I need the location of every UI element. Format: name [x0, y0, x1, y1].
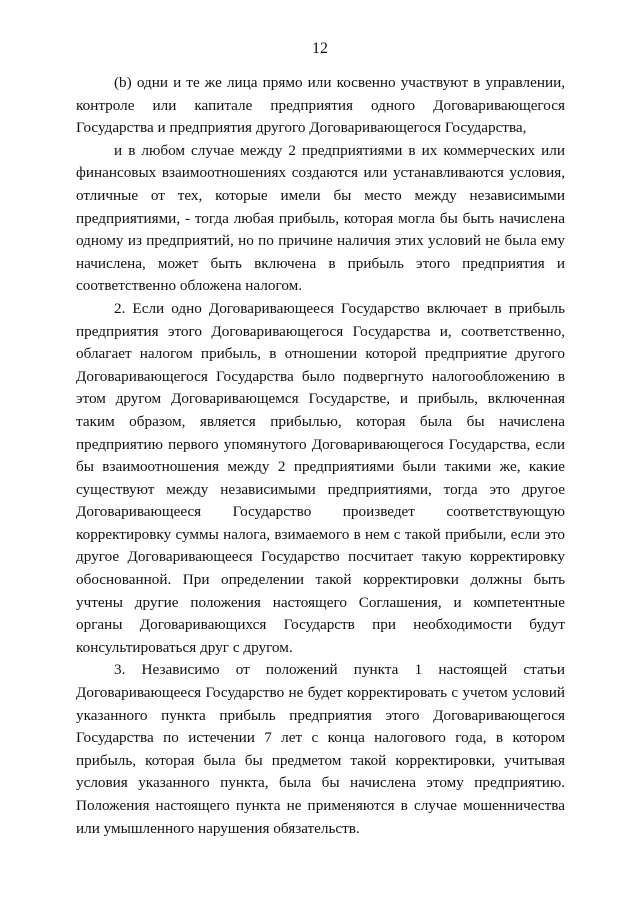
paragraph-point-3: 3. Независимо от положений пункта 1 настоящей статьи Договаривающееся Государство не будет корректировать с учетом условий указанного пункта прибыль предприятия этого Договаривающегося Государства по истечении 7 лет с конца налогового года, в котором прибыль, которая была бы предметом такой корректировки, учитывая условия указанного пункта, была бы начислена этому предприятию. Положения настоящего пункта не применяются в случае мошенничества или умышленного нарушения обязательств. [76, 661, 565, 837]
paragraph-profit-inclusion: и в любом случае между 2 предприятиями в их коммерческих или финансовых взаимоотношениях создаются или устанавливаются условия, отличные от тех, которые имели бы место между независимыми предприятиями, - тогда любая прибыль, которая могла бы быть начислена одному из предприятий, но по причине наличия этих условий не была ему начислена, может быть включена в прибыль этого предприятия и соответственно обложена налогом. [76, 141, 565, 295]
paragraph-point-2: 2. Если одно Договаривающееся Государство включает в прибыль предприятия этого Договаривающегося Государства и, соответственно, облагает налогом прибыль, в отношении которой предприятие другого Договаривающегося Государства было подвергнуто налогообложению в этом другом Договаривающемся Государстве, и прибыль, включенная таким образом, является прибылью, которая была бы начислена предприятию первого упомянутого Договаривающегося Государства, если бы взаимоотношения между 2 предприятиями были такими же, какие существуют между независимыми предприятиями, тогда это другое Договаривающееся Государство произведет соответствующую корректировку суммы налога, взимаемого в нем с такой прибыли, если это другое Договаривающееся Государство посчитает такую корректировку обоснованной. При определении такой корректировки должны быть учтены другие положения настоящего Соглашения, и компетентные органы Договаривающихся Государств при необходимости будут консультироваться друг с другом. [76, 299, 565, 656]
page-number: 12 [312, 40, 328, 57]
document-body [76, 72, 565, 840]
paragraph-b-clause: (b) одни и те же лица прямо или косвенно участвуют в управлении, контроле или капитале предприятия одного Договаривающегося Государства и предприятия другого Договаривающегося Государства, [76, 74, 565, 137]
